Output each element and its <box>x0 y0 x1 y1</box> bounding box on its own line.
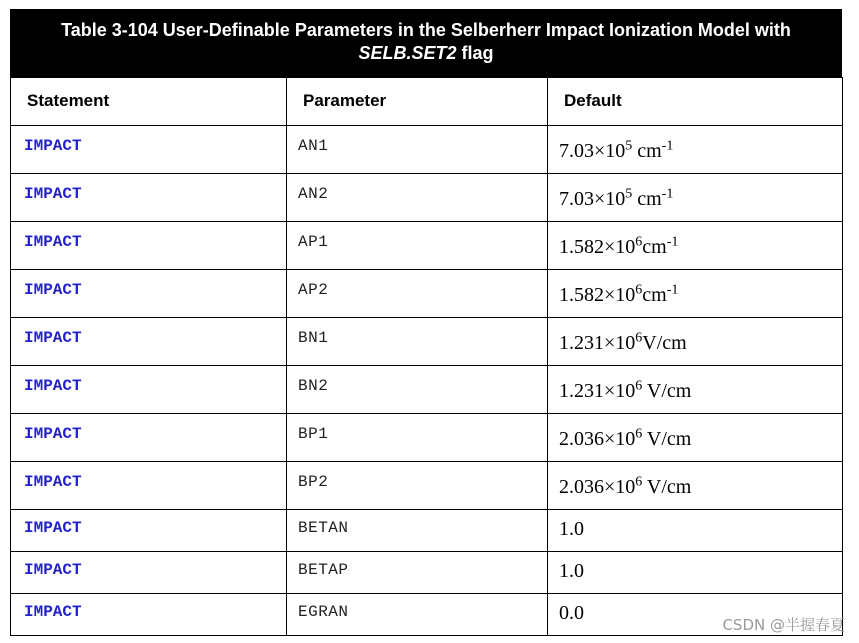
default-cell <box>548 318 843 366</box>
default-mantissa: 0.0 <box>559 602 584 624</box>
default-unit: cm <box>642 284 667 306</box>
default-cell <box>548 222 843 270</box>
statement-cell: IMPACT <box>11 594 287 636</box>
parameter-table <box>10 77 843 636</box>
table-row <box>11 174 843 222</box>
parameter-cell: BN1 <box>287 318 548 366</box>
parameter-cell: BP2 <box>287 462 548 510</box>
default-unit: V/cm <box>642 332 687 354</box>
statement-cell: IMPACT <box>11 126 287 174</box>
statement-cell: IMPACT <box>11 222 287 270</box>
statement-cell: IMPACT <box>11 366 287 414</box>
parameter-cell: AN2 <box>287 174 548 222</box>
header-parameter: Parameter <box>287 78 548 126</box>
default-exponent: 6 <box>635 282 643 298</box>
default-unit-exponent: -1 <box>661 186 674 202</box>
default-exponent: 6 <box>635 234 643 250</box>
default-cell <box>548 462 843 510</box>
parameter-cell: BN2 <box>287 366 548 414</box>
default-unit: cm <box>632 140 662 162</box>
default-unit: cm <box>632 188 662 210</box>
default-mantissa: 2.036×10 <box>559 476 636 498</box>
default-unit-exponent: -1 <box>661 138 674 154</box>
default-exponent: 5 <box>625 138 633 154</box>
caption-flag-line <box>11 42 841 65</box>
parameter-table-container <box>10 9 842 636</box>
statement-cell: IMPACT <box>11 414 287 462</box>
parameter-cell: BETAP <box>287 552 548 594</box>
default-cell <box>548 510 843 552</box>
table-caption <box>10 9 842 77</box>
default-exponent: 5 <box>625 186 633 202</box>
default-exponent: 6 <box>635 426 643 442</box>
table-row <box>11 366 843 414</box>
default-unit: V/cm <box>642 380 692 402</box>
header-default: Default <box>548 78 843 126</box>
table-body <box>11 126 843 636</box>
default-unit-exponent: -1 <box>666 282 679 298</box>
table-row <box>11 414 843 462</box>
parameter-cell: BETAN <box>287 510 548 552</box>
table-row <box>11 510 843 552</box>
statement-cell: IMPACT <box>11 510 287 552</box>
default-unit: cm <box>642 236 667 258</box>
table-row <box>11 270 843 318</box>
default-exponent: 6 <box>635 474 643 490</box>
table-row <box>11 552 843 594</box>
default-mantissa: 1.0 <box>559 560 584 582</box>
default-cell <box>548 366 843 414</box>
default-cell <box>548 414 843 462</box>
header-statement: Statement <box>11 78 287 126</box>
default-unit-exponent: -1 <box>666 234 679 250</box>
default-cell <box>548 270 843 318</box>
table-row <box>11 318 843 366</box>
default-mantissa: 1.0 <box>559 518 584 540</box>
default-mantissa: 7.03×10 <box>559 188 626 210</box>
default-exponent: 6 <box>635 330 643 346</box>
statement-cell: IMPACT <box>11 174 287 222</box>
parameter-cell: AP1 <box>287 222 548 270</box>
parameter-cell: BP1 <box>287 414 548 462</box>
default-mantissa: 1.231×10 <box>559 332 636 354</box>
watermark: CSDN @半握春夏 <box>722 616 845 634</box>
statement-cell: IMPACT <box>11 270 287 318</box>
table-row <box>11 462 843 510</box>
statement-cell: IMPACT <box>11 462 287 510</box>
default-cell <box>548 174 843 222</box>
table-row <box>11 222 843 270</box>
table-header-row <box>11 78 843 126</box>
parameter-cell: AP2 <box>287 270 548 318</box>
default-cell <box>548 552 843 594</box>
statement-cell: IMPACT <box>11 318 287 366</box>
default-mantissa: 1.582×10 <box>559 236 636 258</box>
default-mantissa: 1.231×10 <box>559 380 636 402</box>
table-row <box>11 126 843 174</box>
default-mantissa: 2.036×10 <box>559 428 636 450</box>
parameter-cell: AN1 <box>287 126 548 174</box>
default-mantissa: 7.03×10 <box>559 140 626 162</box>
caption-title: Table 3-104 User-Definable Parameters in the Selberherr Impact Ionization Model with <box>61 20 791 40</box>
default-exponent: 6 <box>635 378 643 394</box>
default-unit: V/cm <box>642 428 692 450</box>
statement-cell: IMPACT <box>11 552 287 594</box>
default-cell <box>548 126 843 174</box>
default-mantissa: 1.582×10 <box>559 284 636 306</box>
table-row <box>11 594 843 636</box>
default-unit: V/cm <box>642 476 692 498</box>
caption-flag-suffix: flag <box>456 43 494 63</box>
caption-flag: SELB.SET2 <box>358 43 457 63</box>
parameter-cell: EGRAN <box>287 594 548 636</box>
